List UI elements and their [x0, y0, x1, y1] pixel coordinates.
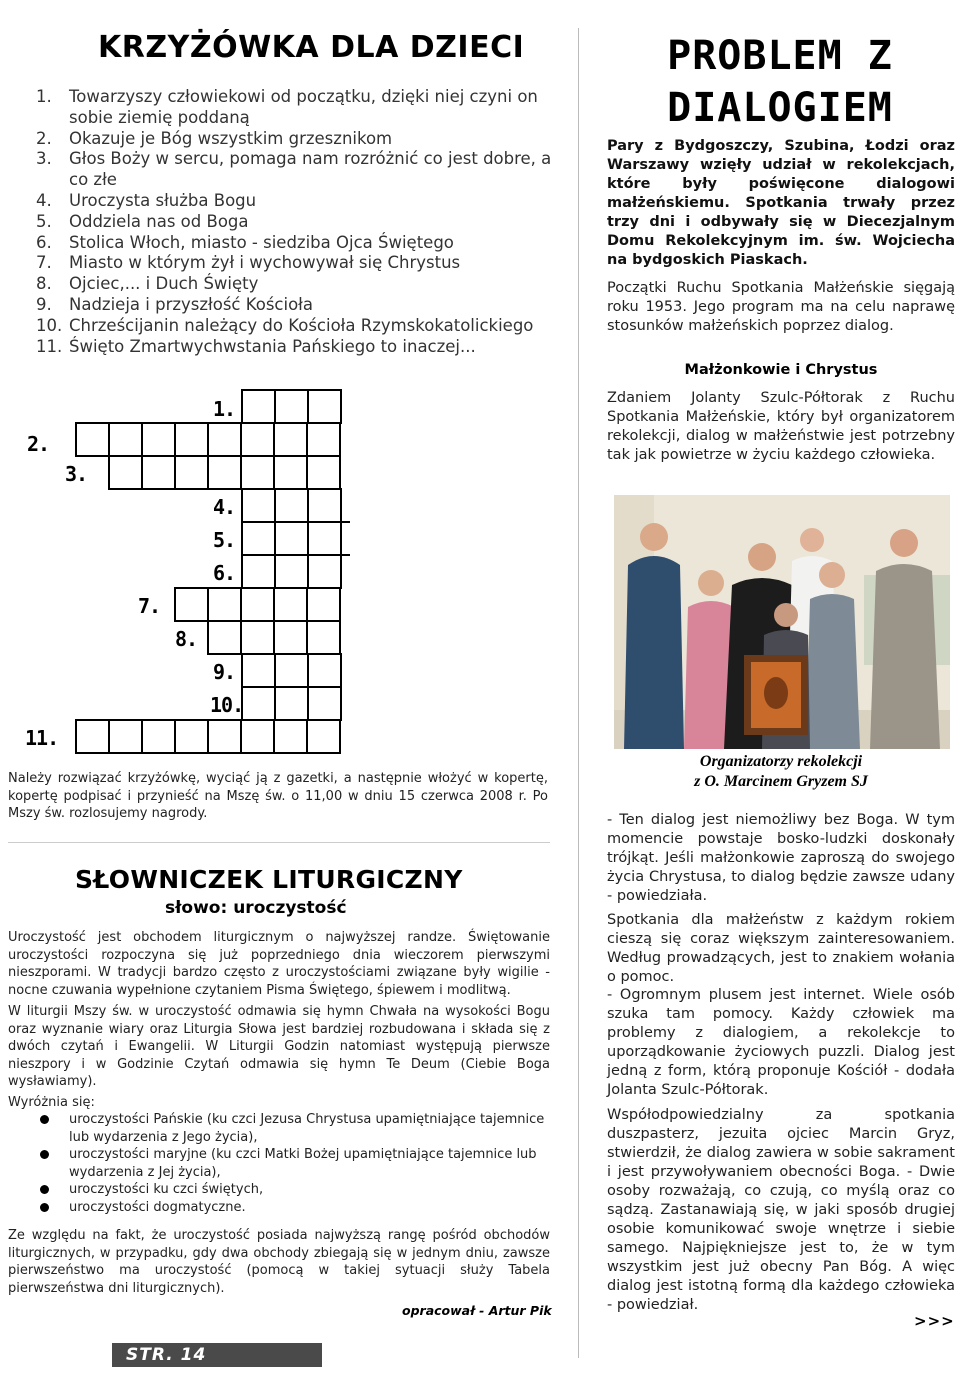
crossword-grid — [20, 385, 350, 755]
page-number-box — [112, 1343, 322, 1367]
crossword-cell — [76, 423, 109, 456]
list-item: uroczystości ku czci świętych, — [40, 1181, 550, 1199]
clue-item: 3. Głos Boży w sercu, pomaga nam rozróżnić co jest dobre, a co złe — [36, 149, 552, 190]
crossword-cell — [242, 654, 275, 687]
clue-item: 11. Święto Zmartwychwstania Pańskiego to inaczej... — [36, 336, 476, 356]
grid-number: 11. — [25, 726, 59, 750]
crossword-cell — [307, 456, 340, 489]
crossword-cell — [307, 423, 340, 456]
column-divider — [578, 28, 579, 1358]
crossword-cell — [208, 720, 241, 753]
crossword-cells — [20, 385, 350, 755]
author-signature: opracował - Artur Pik — [402, 1303, 552, 1318]
crossword-cell — [175, 456, 208, 489]
bullet-icon — [40, 1203, 49, 1212]
crossword-cell — [275, 522, 308, 555]
crossword-cell — [208, 456, 241, 489]
crossword-cell — [109, 720, 142, 753]
crossword-cell — [275, 390, 308, 423]
crossword-cell — [275, 555, 308, 588]
crossword-cell — [242, 390, 275, 423]
photo-illustration — [614, 495, 950, 749]
photo-caption: Organizatorzy rekolekcji z O. Marcinem Gryzem SJ — [694, 753, 868, 790]
clue-item: 2. Okazuje je Bóg wszystkim grzesznikom — [36, 128, 393, 148]
crossword-cell — [308, 687, 341, 720]
clue-item: 4. Uroczysta służba Bogu — [36, 190, 257, 210]
group-photo — [614, 495, 950, 749]
grid-number: 10. — [210, 693, 244, 717]
page-number: STR. 14 — [126, 1345, 207, 1365]
clue-item: 5. Oddziela nas od Boga — [36, 211, 249, 231]
divider — [8, 842, 550, 843]
clue-item: 10. Chrześcijanin należący do Kościoła Rzymskokatolickiego — [36, 315, 534, 335]
crossword-cell — [208, 423, 241, 456]
article-subheading: Małżonkowie i Chrystus — [684, 362, 878, 378]
glossary-paragraph: Uroczystość jest obchodem liturgicznym o najwyższej randze. Świętowanie uroczystości rozpoczyna się już poprzedniego dnia wieczorem pierwszymi nieszporami. W tradycji bardzo często z uroczystościami związane były wigilie - nocne czuwania wypełnione czytaniem Pisma Świętego, śpiewem i modlitwą. — [8, 930, 550, 998]
crossword-cell — [241, 423, 274, 456]
clue-item: 7. Miasto w którym żył i wychowywał się Chrystus — [36, 253, 461, 273]
list-item: uroczystości dogmatyczne. — [40, 1199, 550, 1217]
glossary-paragraph: Ze względu na fakt, że uroczystość posiada najwyższą rangę pośród obchodów liturgicznych, w przypadku, gdy dwa obchody zbiegają się w jednym dniu, zawsze pierwszeństwo ma uroczystość (pomocą w takiej sytuacji służy Tabela pierwszeństwa dni liturgicznych). — [8, 1228, 550, 1296]
grid-number: 2. — [27, 432, 50, 456]
glossary-subtitle: słowo: uroczystość — [165, 898, 347, 918]
crossword-cell — [175, 588, 208, 621]
crossword-cell — [142, 720, 175, 753]
grid-number: 8. — [175, 627, 198, 651]
crossword-cell — [274, 720, 307, 753]
bullet-icon — [40, 1150, 49, 1159]
grid-number: 3. — [65, 462, 88, 486]
clue-item: 9. Nadzieja i przyszłość Kościoła — [36, 294, 313, 314]
article-paragraph: Współodpowiedzialny za spotkania duszpasterz, jezuita ojciec Marcin Gryz, stwierdził, że dialog zawiera w sobie sakrament i jest przywoływaniem obecności Boga. - Dwie osoby rozważają, co czują, co myślą oraz co sądzą. Zastanawiają się, w jaki sposób drugiej osobie komunikować swoje wnętrze i siebie samego. Najpiękniejsze jest to, że w tym wszystkim jest już obecny Pan Bóg. A więc dialog jest istotną formą dla każdego człowieka - powiedział. — [607, 1107, 955, 1313]
grid-number: 4. — [213, 495, 236, 519]
crossword-cell — [208, 588, 241, 621]
crossword-title: KRZYŻÓWKA DLA DZIECI — [98, 30, 525, 65]
grid-number: 9. — [213, 660, 236, 684]
article-paragraph: - Ogromnym plusem jest internet. Wiele osób szuka tam pomocy. Każdy człowiek ma problemy z dialogiem, a rekolekcje to uporządkowanie życiowych puzzli. Dialog jest jedną z form, którą proponuje Kościół - dodała Jolanta Szulc-Półtorak. — [607, 987, 955, 1098]
crossword-cell — [242, 687, 275, 720]
crossword-cell — [341, 522, 350, 555]
grid-number: 5. — [213, 528, 236, 552]
crossword-cell — [308, 390, 341, 423]
clue-item: 8. Ojciec,... i Duch Święty — [36, 274, 259, 294]
crossword-cell — [175, 423, 208, 456]
crossword-cell — [274, 423, 307, 456]
clue-item: 6. Stolica Włoch, miasto - siedziba Ojca Świętego — [36, 232, 454, 252]
crossword-cell — [242, 522, 275, 555]
article-paragraph: Początki Ruchu Spotkania Małżeńskie sięgają roku 1953. Jego program ma na celu naprawę stosunków małżeńskich poprzez dialog. — [607, 280, 955, 334]
article-lead: Pary z Bydgoszczy, Szubina, Łodzi oraz Warszawy wzięły udział w rekolekcjach, które były poświęcone dialogowi małżeńskiemu. Spotkania trwały przez trzy dni i odbywały się w Diecezjalnym Domu Rekolekcyjnym im. św. Wojciecha na bydgoskich Piaskach. — [607, 138, 955, 268]
crossword-cell — [242, 489, 275, 522]
crossword-cell — [241, 621, 274, 654]
crossword-cell — [241, 588, 274, 621]
crossword-cell — [274, 588, 307, 621]
crossword-clues — [36, 87, 566, 357]
article-paragraph: - Ten dialog jest niemożliwy bez Boga. W tym momencie powstaje bosko-ludzki doskonały trójkąt. Jeśli małżonkowie zaproszą do swojego życia Chrystusa, to dialog będzie zawsze udany - powiedziała. — [607, 812, 955, 904]
clue-item: 1. Towarzyszy człowiekowi od początku, dzięki niej czyni on sobie ziemię poddaną — [36, 87, 538, 127]
crossword-cell — [241, 456, 274, 489]
crossword-instructions: Należy rozwiązać krzyżówkę, wyciąć ją z gazetki, a następnie włożyć w kopertę, kopertę podpisać i przynieść na Mszę św. o 11,00 w dniu 15 czerwca 2008 r. Po Mszy św. rozlosujemy nagrody. — [8, 771, 548, 821]
crossword-cell — [142, 423, 175, 456]
crossword-cell — [307, 588, 340, 621]
crossword-cell — [109, 456, 142, 489]
crossword-cell — [242, 555, 275, 588]
crossword-cell — [275, 654, 308, 687]
crossword-cell — [208, 621, 241, 654]
crossword-cell — [308, 489, 341, 522]
crossword-cell — [308, 654, 341, 687]
crossword-cell — [274, 621, 307, 654]
crossword-cell — [307, 720, 340, 753]
crossword-cell — [275, 687, 308, 720]
article-paragraph: Spotkania dla małżeństw z każdym rokiem cieszą się coraz większym zainteresowaniem. Według prowadzących, jest to znakiem wołania o pomoc. — [607, 912, 955, 985]
crossword-cell — [175, 720, 208, 753]
continue-marker: >>> — [914, 1312, 955, 1330]
crossword-cell — [308, 522, 341, 555]
glossary-list-intro: Wyróżnia się: — [8, 1095, 95, 1110]
bullet-icon — [40, 1185, 49, 1194]
crossword-cell — [275, 489, 308, 522]
glossary-title: SŁOWNICZEK LITURGICZNY — [75, 865, 463, 894]
list-item: uroczystości maryjne (ku czci Matki Bożej upamiętniające tajemnice lub wydarzenia z Jej życia), — [40, 1146, 550, 1181]
crossword-cell — [308, 555, 341, 588]
list-item: uroczystości Pańskie (ku czci Jezusa Chrystusa upamiętniające tajemnice lub wydarzenia z Jego życia), — [40, 1111, 550, 1146]
grid-number: 6. — [213, 561, 236, 585]
bullet-icon — [40, 1115, 49, 1124]
crossword-cell — [76, 720, 109, 753]
crossword-cell — [142, 456, 175, 489]
article-title: PROBLEM Z DIALOGIEM — [667, 33, 893, 131]
glossary-list — [40, 1111, 550, 1217]
grid-number: 1. — [213, 397, 236, 421]
crossword-cell — [241, 720, 274, 753]
crossword-cell — [109, 423, 142, 456]
glossary-paragraph: W liturgii Mszy św. w uroczystość odmawia się hymn Chwała na wysokości Bogu oraz wyznanie wiary oraz Liturgia Słowa jest bardziej rozbudowana i składa się z dwóch czytań i Ewangelii. W Liturgii Godzin natomiast występują pierwsze nieszpory i w Godzinie Czytań odmawia się hymn Te Deum (Ciebie Boga wysławiamy). — [8, 1004, 550, 1090]
article-paragraph: Zdaniem Jolanty Szulc-Półtorak z Ruchu Spotkania Małżeńskie, który był organizatorem rekolekcji, dialog w małżeństwie jest potrzebny tak jak powietrze w życiu każdego człowieka. — [607, 390, 955, 463]
crossword-cell — [274, 456, 307, 489]
crossword-cell — [307, 621, 340, 654]
grid-number: 7. — [138, 594, 161, 618]
